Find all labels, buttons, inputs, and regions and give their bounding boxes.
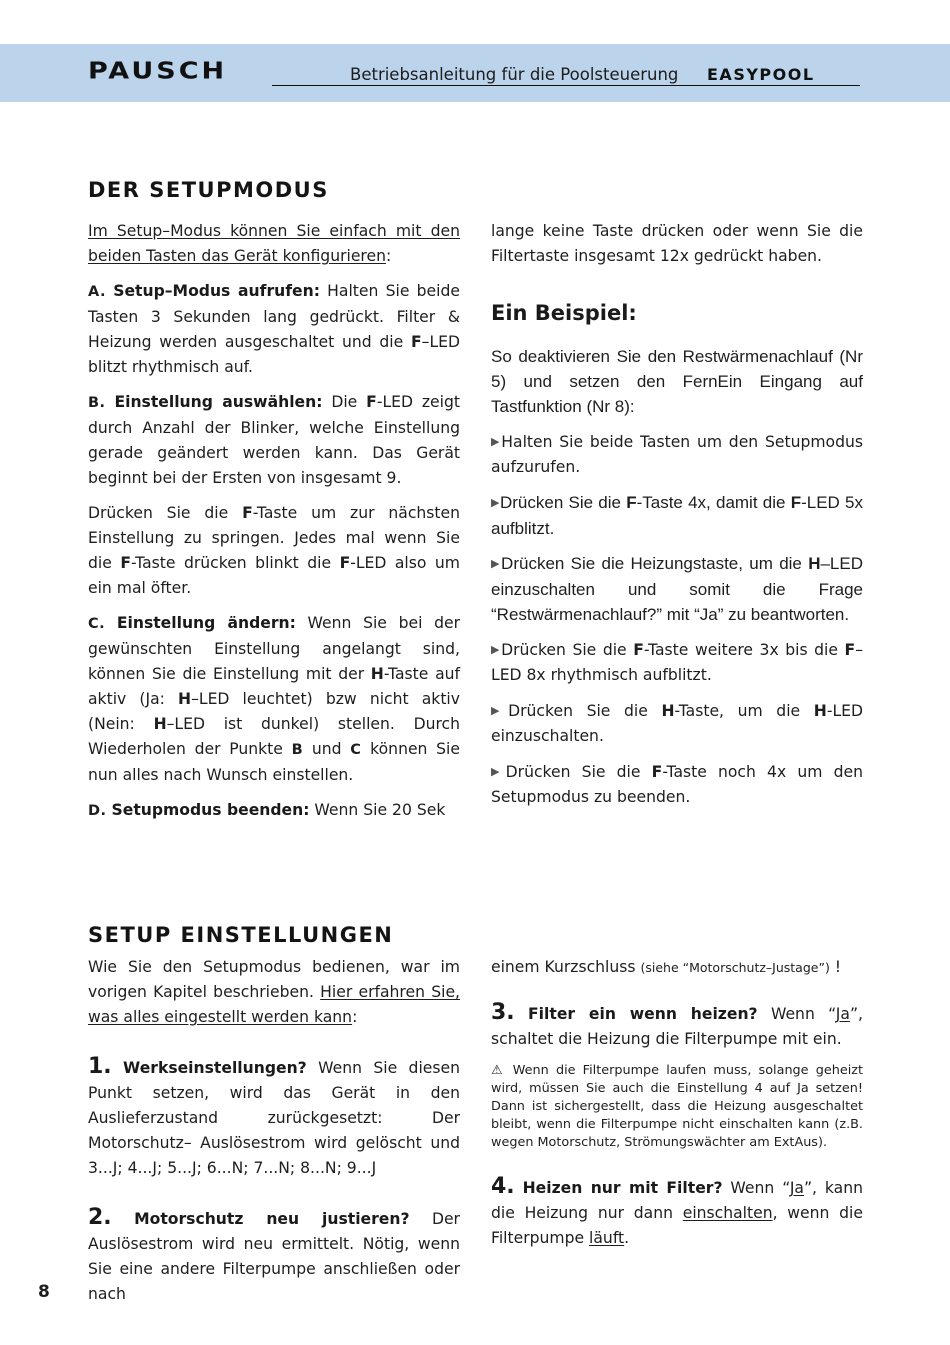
step-c: C. Einstellung ändern: Wenn Sie bei der gewünschten Einstellung angelangt sind, können Sie die Einstellung mit der H-Taste auf aktiv (Ja: H–LED leuchtet) bzw nicht aktiv (Nein: H–LED ist dunkel) stellen. Durch Wiederholen der Punkte B und C können Sie nun alles nach Wunsch einstellen. bbox=[88, 614, 460, 784]
setup-left-column bbox=[88, 219, 460, 834]
setting-2-text-start: Der Auslösestrom wird neu ermittelt. Nötig, wenn Sie eine andere Filterpumpe anschließen oder nach bbox=[88, 1210, 460, 1303]
settings-right-column bbox=[491, 955, 863, 1261]
product-logo: EASYPOOL bbox=[707, 65, 815, 84]
example-title: Ein Beispiel: bbox=[491, 301, 637, 325]
step-d: D. Setupmodus beenden: Wenn Sie 20 Sek bbox=[88, 798, 460, 824]
setting-3: 3. Filter ein wenn heizen? Wenn “Ja”, schaltet die Heizung die Filterpumpe mit ein. bbox=[491, 1000, 863, 1048]
header-subtitle: Betriebsanleitung für die Poolsteuerung bbox=[350, 65, 679, 84]
step-b-detail: Drücken Sie die F-Taste um zur nächsten Einstellung zu springen. Jedes mal wenn Sie die F-Taste drücken blinkt die F-LED also um ein mal öfter. bbox=[88, 504, 460, 597]
step-a-letter: A. bbox=[88, 284, 106, 300]
brand-logo: PAUSCH bbox=[88, 58, 228, 85]
step-d-letter: D. bbox=[88, 803, 107, 819]
arrow-right-icon: ▶ bbox=[491, 558, 502, 570]
setup-intro: Im Setup–Modus können Sie einfach mit den beiden Tasten das Gerät konfigurieren: bbox=[88, 222, 460, 265]
example-step-2: ▶Drücken Sie die F-Taste 4x, damit die F-LED 5x aufblitzt. bbox=[491, 493, 863, 538]
example-step-4: ▶Drücken Sie die F-Taste weitere 3x bis die F–LED 8x rhythmisch aufblitzt. bbox=[491, 641, 863, 684]
arrow-right-icon: ▶ bbox=[491, 765, 506, 778]
section-title-setup-einstellungen: SETUP EINSTELLUNGEN bbox=[88, 923, 394, 947]
arrow-right-icon: ▶ bbox=[491, 704, 509, 717]
warning-icon: ⚠ bbox=[491, 1063, 506, 1078]
page-number: 8 bbox=[38, 1282, 50, 1302]
page-header bbox=[0, 44, 950, 102]
arrow-right-icon: ▶ bbox=[491, 643, 502, 656]
setup-right-column bbox=[491, 219, 863, 820]
settings-intro: Wie Sie den Setupmodus bedienen, war im vorigen Kapitel beschrieben. Hier erfahren Sie, was alles eingestellt werden kann: bbox=[88, 958, 460, 1026]
example-step-5: ▶Drücken Sie die H-Taste, um die H-LED einzuschalten. bbox=[491, 702, 863, 745]
example-intro: So deaktivieren Sie den Restwärmenachlauf (Nr 5) und setzen den FernEin Eingang auf Tastfunktion (Nr 8): bbox=[491, 347, 863, 416]
setting-1: 1. Werkseinstellungen? Wenn Sie diesen Punkt setzen, wird das Gerät in den Auslieferzustand zurückgesetzt: Der Motorschutz– Auslösestrom wird gelöscht und 3...J; 4...J; 5...J; 6...N; 7...N; 8...N; 9...J bbox=[88, 1054, 460, 1177]
step-d-continued: lange keine Taste drücken oder wenn Sie die Filtertaste insgesamt 12x gedrückt haben. bbox=[491, 222, 863, 265]
step-a: A. Setup–Modus aufrufen: Halten Sie beide Tasten 3 Sekunden lang gedrückt. Filter & Heizung werden ausgeschaltet und die F–LED blitzt rhythmisch auf. bbox=[88, 282, 460, 376]
example-step-3: ▶Drücken Sie die Heizungstaste, um die H–LED einzuschalten und somit die Frage “Restwärmenachlauf?” mit “Ja” zu beantworten. bbox=[491, 554, 863, 624]
settings-left-column bbox=[88, 955, 460, 1317]
step-b-letter: B. bbox=[88, 395, 106, 411]
setting-3-warning: ⚠ Wenn die Filterpumpe laufen muss, solange geheizt wird, müssen Sie auch die Einstellung 4 auf Ja setzen! Dann ist sichergestellt, dass die Heizung ausgeschaltet bleibt, wenn die Filterpumpe nicht einschalten kann (z.B. wegen Motorschutz, Strömungswächter am ExtAus). bbox=[491, 1063, 864, 1150]
step-b: B. Einstellung auswählen: Die F-LED zeigt durch Anzahl der Blinker, welche Einstellung gerade geändert werden kann. Das Gerät beginnt bei der Ersten von insgesamt 9. bbox=[88, 393, 460, 487]
step-c-letter: C. bbox=[88, 616, 106, 632]
setting-4: 4. Heizen nur mit Filter? Wenn “Ja”, kann die Heizung nur dann einschalten, wenn die Filterpumpe läuft. bbox=[491, 1174, 863, 1247]
arrow-right-icon: ▶ bbox=[491, 497, 500, 509]
header-rule bbox=[272, 85, 860, 86]
example-step-1: ▶Halten Sie beide Tasten um den Setupmodus aufzurufen. bbox=[491, 433, 863, 476]
section-title-setupmodus: DER SETUPMODUS bbox=[88, 178, 329, 202]
step-d-text-start: Wenn Sie 20 Sek bbox=[309, 801, 446, 819]
setting-2: 2. Motorschutz neu justieren? Der Auslösestrom wird neu ermittelt. Nötig, wenn Sie eine andere Filterpumpe anschließen oder nach bbox=[88, 1205, 460, 1303]
example-step-6: ▶Drücken Sie die F-Taste noch 4x um den Setupmodus zu beenden. bbox=[491, 763, 863, 806]
setting-2-continued: einem Kurzschluss (siehe “Motorschutz–Justage”) ! bbox=[491, 958, 842, 976]
arrow-right-icon: ▶ bbox=[491, 435, 502, 448]
